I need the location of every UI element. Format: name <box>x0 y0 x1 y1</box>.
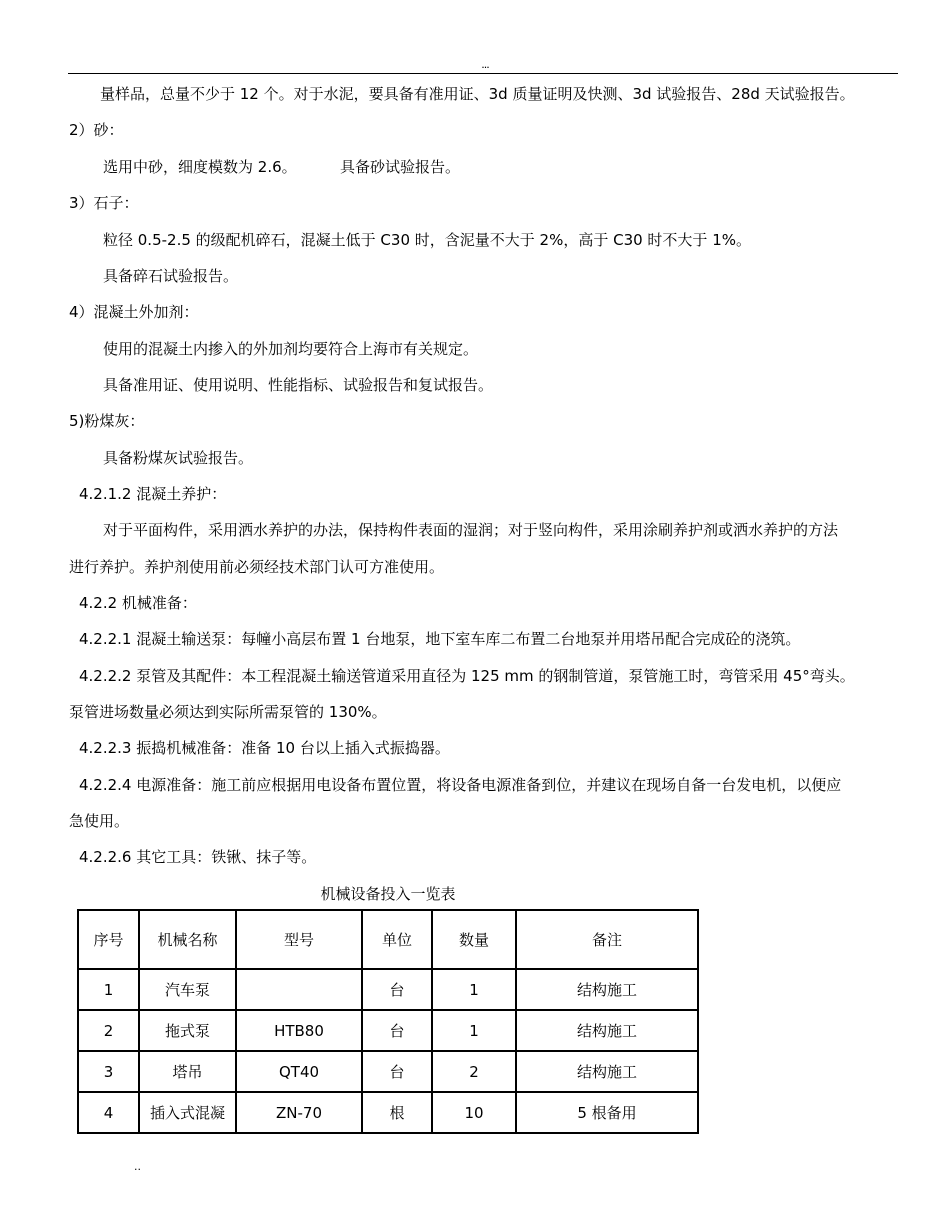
page-header-mark: ... <box>481 58 489 71</box>
table-header-cell: 数量 <box>432 910 516 969</box>
table-cell: 1 <box>78 969 139 1010</box>
table-cell: 台 <box>362 1051 432 1092</box>
text-line: 量样品，总量不少于 12 个。对于水泥，要具备有准用证、3d 质量证明及快测、3d 试验报告、28d 天试验报告。 <box>100 85 855 103</box>
table-cell: 根 <box>362 1092 432 1133</box>
table-cell: QT40 <box>236 1051 362 1092</box>
table-cell: 拖式泵 <box>139 1010 236 1051</box>
table-header-cell: 机械名称 <box>139 910 236 969</box>
table-header-cell: 备注 <box>516 910 698 969</box>
text-line: 具备粉煤灰试验报告。 <box>103 449 254 467</box>
table-cell: HTB80 <box>236 1010 362 1051</box>
section-heading-machinery: 4.2.2 机械准备： <box>79 594 197 612</box>
table-cell: 5 根备用 <box>516 1092 698 1133</box>
text-line: 4.2.2.2 泵管及其配件：本工程混凝土输送管道采用直径为 125 mm 的钢制管道，泵管施工时，弯管采用 45°弯头。 <box>79 667 855 685</box>
text-line: 使用的混凝土内掺入的外加剂均要符合上海市有关规定。 <box>103 340 479 358</box>
table-header-cell: 单位 <box>362 910 432 969</box>
table-cell: 1 <box>432 1010 516 1051</box>
table-cell: 4 <box>78 1092 139 1133</box>
text-line: 具备碎石试验报告。 <box>103 267 239 285</box>
text-line: 对于平面构件，采用洒水养护的办法，保持构件表面的湿润；对于竖向构件，采用涂刷养护剂或洒水养护的方法 <box>103 521 839 539</box>
table-cell: 汽车泵 <box>139 969 236 1010</box>
text-line: 具备砂试验报告。 <box>340 158 461 176</box>
table-cell: 2 <box>432 1051 516 1092</box>
subheading-flyash: 5)粉煤灰： <box>69 412 145 430</box>
table-cell: 插入式混凝 <box>139 1092 236 1133</box>
table-cell: ZN-70 <box>236 1092 362 1133</box>
subheading-admixture: 4）混凝土外加剂： <box>69 303 199 321</box>
text-line: 4.2.2.4 电源准备：施工前应根据用电设备布置位置，将设备电源准备到位，并建议在现场自备一台发电机，以便应 <box>79 776 842 794</box>
table-cell <box>236 969 362 1010</box>
table-cell: 结构施工 <box>516 1010 698 1051</box>
table-cell: 台 <box>362 1010 432 1051</box>
table-cell: 3 <box>78 1051 139 1092</box>
table-cell: 2 <box>78 1010 139 1051</box>
text-line: 进行养护。养护剂使用前必须经技术部门认可方准使用。 <box>69 558 445 576</box>
header-rule <box>68 73 898 74</box>
table-cell: 结构施工 <box>516 1051 698 1092</box>
table-row <box>78 1092 698 1133</box>
text-line: 4.2.2.1 混凝土输送泵：每幢小高层布置 1 台地泵，地下室车库二布置二台地泵并用塔吊配合完成砼的浇筑。 <box>79 630 801 648</box>
table-row <box>78 969 698 1010</box>
table-cell: 塔吊 <box>139 1051 236 1092</box>
text-line: 4.2.2.3 振捣机械准备：准备 10 台以上插入式振捣器。 <box>79 739 450 757</box>
subheading-stone: 3）石子： <box>69 194 139 212</box>
text-line: 具备准用证、使用说明、性能指标、试验报告和复试报告。 <box>103 376 494 394</box>
table-cell: 1 <box>432 969 516 1010</box>
table-header-cell: 型号 <box>236 910 362 969</box>
table-header-cell: 序号 <box>78 910 139 969</box>
table-row <box>78 1051 698 1092</box>
text-line: 4.2.2.6 其它工具：铁锹、抹子等。 <box>79 848 317 866</box>
table-row <box>78 1010 698 1051</box>
subheading-sand: 2）砂： <box>69 121 124 139</box>
table-cell: 结构施工 <box>516 969 698 1010</box>
table-title: 机械设备投入一览表 <box>320 885 456 903</box>
section-heading-curing: 4.2.1.2 混凝土养护： <box>79 485 227 503</box>
equipment-table <box>77 909 699 1134</box>
table-header-row <box>78 910 698 969</box>
text-line: 泵管进场数量必须达到实际所需泵管的 130%。 <box>69 703 387 721</box>
text-line: 粒径 0.5-2.5 的级配机碎石，混凝土低于 C30 时，含泥量不大于 2%，高于 C30 时不大于 1%。 <box>103 231 751 249</box>
text-line: 选用中砂，细度模数为 2.6。 <box>103 158 297 176</box>
text-line: 急使用。 <box>69 812 130 830</box>
table-cell: 台 <box>362 969 432 1010</box>
page-footer-mark: .. <box>134 1160 141 1173</box>
table-cell: 10 <box>432 1092 516 1133</box>
